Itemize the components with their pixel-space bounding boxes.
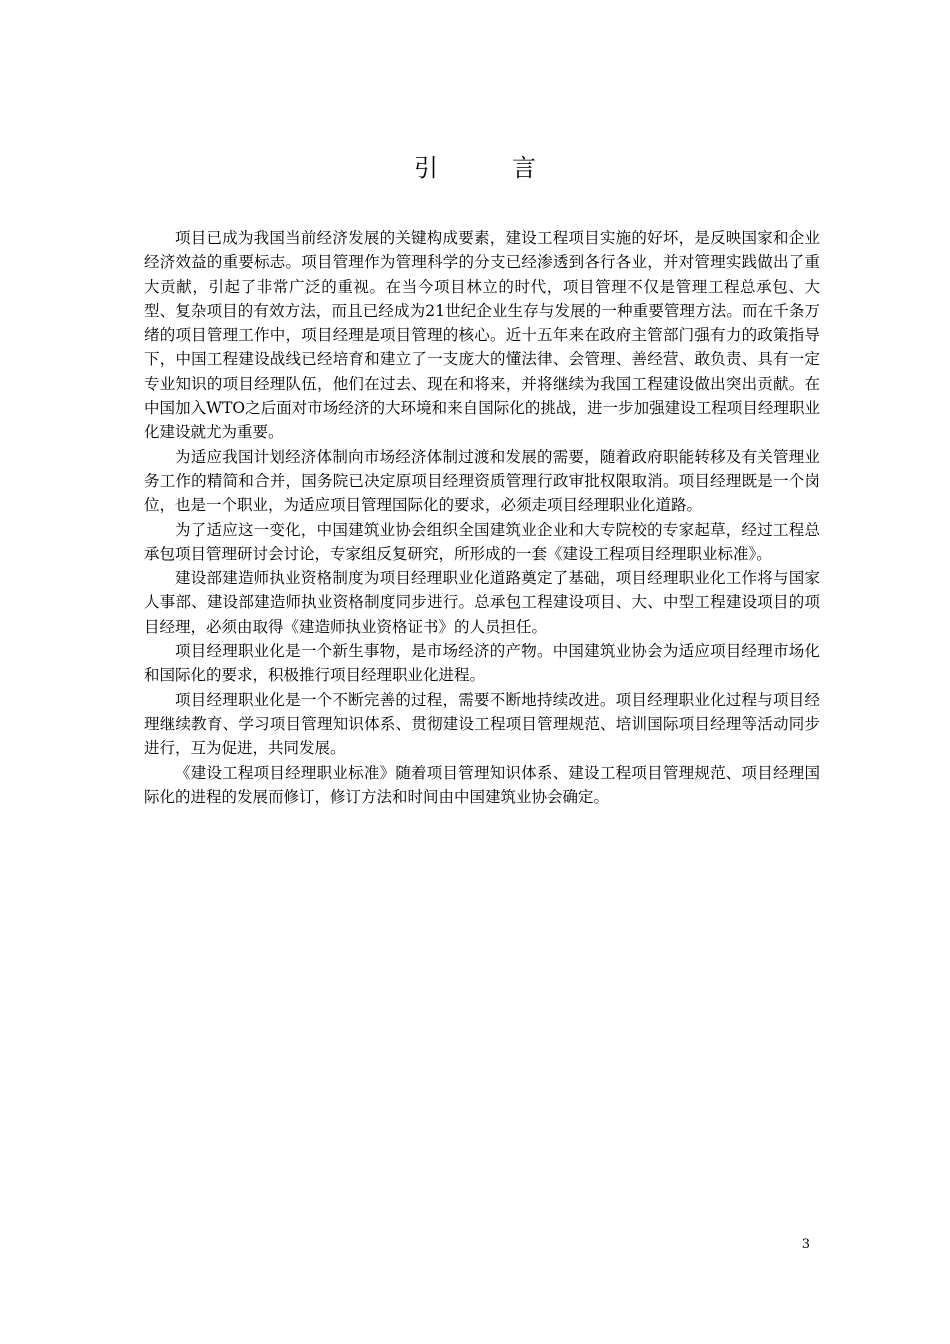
title-char-2: 言 (512, 154, 536, 182)
paragraph-6: 项目经理职业化是一个不断完善的过程，需要不断地持续改进。项目经理职业化过程与项目经理继续教育、学习项目管理知识体系、贯彻建设工程项目管理规范、培训国际项目经理等活动同步进行，互为促进，共同发展。 (144, 690, 820, 758)
title-char-1: 引 (414, 154, 438, 182)
body-text (144, 226, 820, 809)
paragraph-1: 项目已成为我国当前经济发展的关键构成要素，建设工程项目实施的好坏，是反映国家和企业经济效益的重要标志。项目管理作为管理科学的分支已经渗透到各行各业，并对管理实践做出了重大贡献，引起了非常广泛的重视。在当今项目林立的时代，项目管理不仅是管理工程总承包、大型、复杂项目的有效方法，而且已经成为21世纪企业生存与发展的一种重要管理方法。而在千条万绪的项目管理工作中，项目经理是项目管理的核心。近十五年来在政府主管部门强有力的政策指导下，中国工程建设战线已经培育和建立了一支庞大的懂法律、会管理、善经营、敢负责、具有一定专业知识的项目经理队伍，他们在过去、现在和将来，并将继续为我国工程建设做出突出贡献。在中国加入WTO之后面对市场经济的大环境和来自国际化的挑战，进一步加强建设工程项目经理职业化建设就尤为重要。 (144, 229, 820, 442)
page-number: 3 (801, 1237, 810, 1252)
paragraph-2: 为适应我国计划经济体制向市场经济体制过渡和发展的需要，随着政府职能转移及有关管理业务工作的精简和合并，国务院已决定原项目经理资质管理行政审批权限取消。项目经理既是一个岗位，也是一个职业，为适应项目管理国际化的要求，必须走项目经理职业化道路。 (144, 447, 820, 515)
paragraph-7: 《建设工程项目经理职业标准》随着项目管理知识体系、建设工程项目管理规范、项目经理国际化的进程的发展而修订，修订方法和时间由中国建筑业协会确定。 (144, 763, 820, 806)
page-title (0, 150, 950, 186)
paragraph-4: 建设部建造师执业资格制度为项目经理职业化道路奠定了基础，项目经理职业化工作将与国家人事部、建设部建造师执业资格制度同步进行。总承包工程建设项目、大、中型工程建设项目的项目经理，必须由取得《建造师执业资格证书》的人员担任。 (144, 569, 820, 636)
paragraph-3: 为了适应这一变化，中国建筑业协会组织全国建筑业企业和大专院校的专家起草，经过工程总承包项目管理研讨会讨论，专家组反复研究，所形成的一套《建设工程项目经理职业标准》。 (144, 520, 820, 563)
paragraph-5: 项目经理职业化是一个新生事物，是市场经济的产物。中国建筑业协会为适应项目经理市场化和国际化的要求，积极推行项目经理职业化进程。 (144, 642, 820, 685)
